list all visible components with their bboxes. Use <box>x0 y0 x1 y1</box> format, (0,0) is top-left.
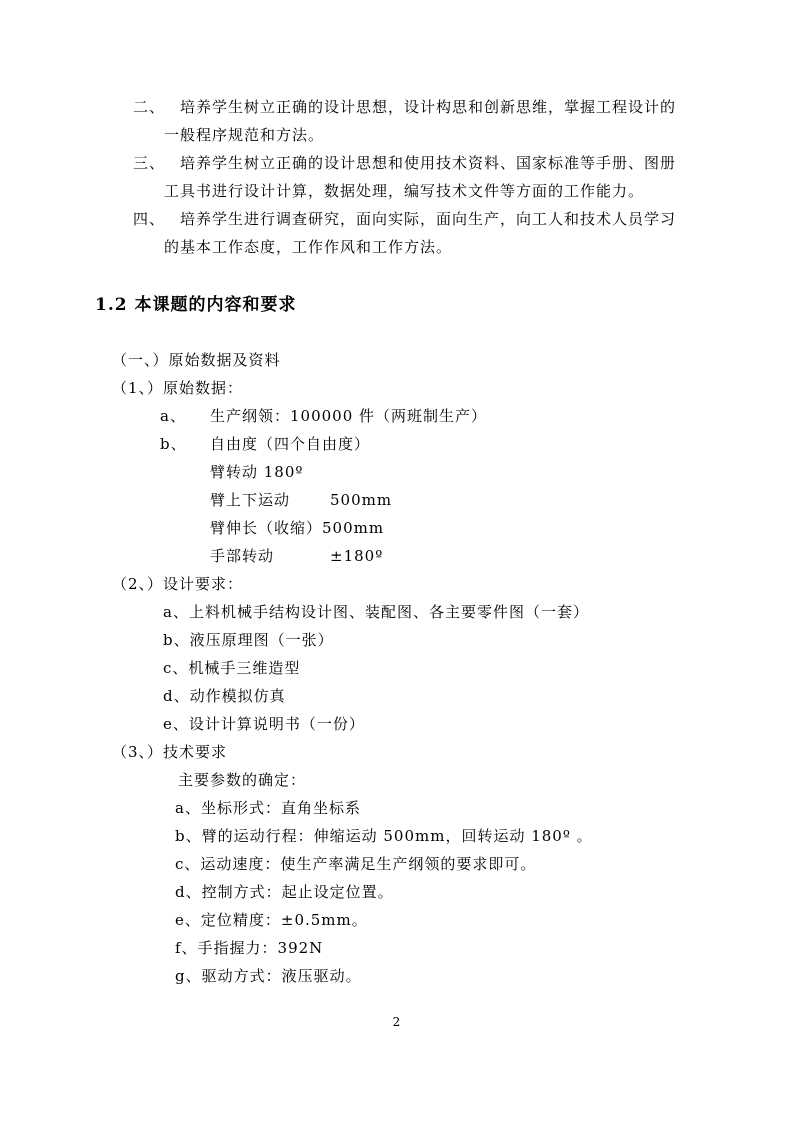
tech-param-item: f、手指握力：392N <box>175 939 324 957</box>
dof-item-value: ±180º <box>330 547 384 565</box>
design-req-item: a、上料机械手结构设计图、装配图、各主要零件图（一套） <box>163 603 589 621</box>
objective-2-line1: 培养学生树立正确的设计思想，设计构思和创新思维，掌握工程设计的 <box>180 98 677 116</box>
sub1-b-text: 自由度（四个自由度） <box>210 435 371 453</box>
objective-4-line2: 的基本工作态度，工作作风和工作方法。 <box>164 238 453 256</box>
sub1-b-label: b、 <box>160 435 187 453</box>
dof-item-name: 臂伸长（收缩）500mm <box>210 519 385 537</box>
design-req-item: d、动作模拟仿真 <box>163 687 286 705</box>
tech-param-item: a、坐标形式：直角坐标系 <box>175 799 361 817</box>
objective-3-number: 三、 <box>133 154 166 172</box>
sub1-a-label: a、 <box>160 407 186 425</box>
sub1-a-text: 生产纲领：100000 件（两班制生产） <box>210 407 488 425</box>
dof-item <box>210 546 383 566</box>
params-title: 主要参数的确定： <box>178 771 307 789</box>
design-req-item: c、机械手三维造型 <box>163 659 301 677</box>
page-number: 2 <box>392 1015 401 1029</box>
objective-2-line2: 一般程序规范和方法。 <box>164 126 325 144</box>
dof-item <box>210 462 303 482</box>
dof-item-name: 臂转动 180º <box>210 463 304 481</box>
objective-4-line1: 培养学生进行调查研究，面向实际，面向生产，向工人和技术人员学习 <box>180 210 677 228</box>
dof-item-name: 手部转动 <box>210 547 275 565</box>
tech-param-item: g、驱动方式：液压驱动。 <box>175 967 362 985</box>
objective-3-line2: 工具书进行设计计算，数据处理，编写技术文件等方面的工作能力。 <box>164 182 645 200</box>
objective-3-line1: 培养学生树立正确的设计思想和使用技术资料、国家标准等手册、图册 <box>180 154 677 172</box>
tech-param-item: b、臂的运动行程：伸缩运动 500mm，回转运动 180º 。 <box>175 827 593 845</box>
sub3-title: （3、）技术要求 <box>112 743 228 761</box>
objective-2-number: 二、 <box>133 98 166 116</box>
sub1-title: （1、）原始数据： <box>112 379 244 397</box>
objective-4-number: 四、 <box>133 210 166 228</box>
dof-item <box>210 518 384 538</box>
dof-item <box>210 490 392 510</box>
part1-title: （一、）原始数据及资料 <box>112 351 281 369</box>
design-req-item: b、液压原理图（一张） <box>163 631 334 649</box>
section-heading: 1.2 本课题的内容和要求 <box>95 295 297 315</box>
dof-item-value: 500mm <box>330 491 393 509</box>
design-req-item: e、设计计算说明书（一份） <box>163 715 365 733</box>
tech-param-item: c、运动速度：使生产率满足生产纲领的要求即可。 <box>175 855 537 873</box>
dof-item-name: 臂上下运动 <box>210 491 291 509</box>
tech-param-item: e、定位精度：±0.5mm。 <box>175 911 368 929</box>
sub2-title: （2、）设计要求： <box>112 575 244 593</box>
tech-param-item: d、控制方式：起止设定位置。 <box>175 883 394 901</box>
